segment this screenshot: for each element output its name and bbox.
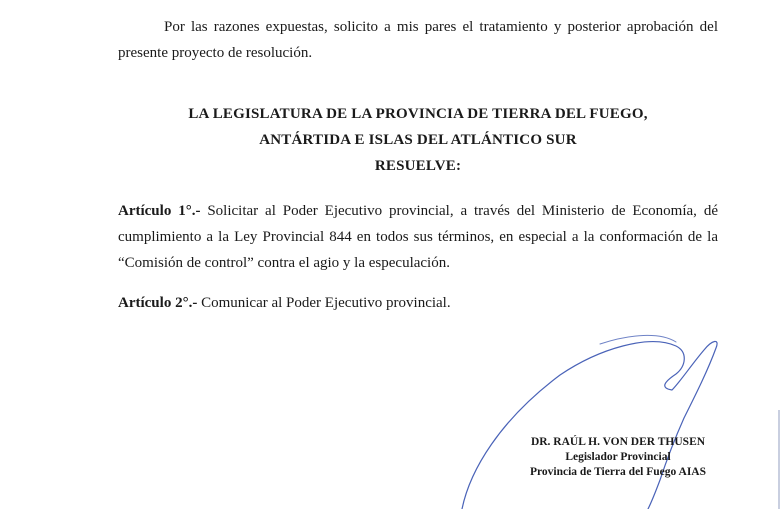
article-2-text: Comunicar al Poder Ejecutivo provincial. xyxy=(201,295,451,311)
article-1-label: Artículo 1°.- xyxy=(118,203,201,219)
article-2-label: Artículo 2°.- xyxy=(118,295,198,311)
heading-resuelve: RESUELVE: xyxy=(374,158,462,174)
article-2 xyxy=(118,290,718,316)
article-1-text: Solicitar al Poder Ejecutivo provincial, a través del Ministerio de Economía, dé cumplimiento a la Ley Provincial 844 en todos sus términos, en especial a la conformación de la “Comisión de control” contra el agio y la especulación. xyxy=(118,203,718,271)
heading-line-1: LA LEGISLATURA DE LA PROVINCIA DE TIERRA DEL FUEGO, xyxy=(188,106,648,122)
resolution-heading xyxy=(118,101,718,179)
intro-paragraph xyxy=(118,14,718,66)
heading-line-2: ANTÁRTIDA E ISLAS DEL ATLÁNTICO SUR xyxy=(259,132,577,148)
signer-name: DR. RAÚL H. VON DER THUSEN xyxy=(530,436,706,448)
intro-text: Por las razones expuestas, solicito a mis pares el tratamiento y posterior aprobación del presente proyecto de resolución. xyxy=(118,19,718,61)
signature-stroke xyxy=(0,330,780,509)
signature-block xyxy=(498,435,738,480)
signer-role: Legislador Provincial xyxy=(565,451,671,463)
article-1 xyxy=(118,198,718,276)
handwritten-signature xyxy=(0,330,780,509)
signer-province: Provincia de Tierra del Fuego AIAS xyxy=(529,466,706,478)
